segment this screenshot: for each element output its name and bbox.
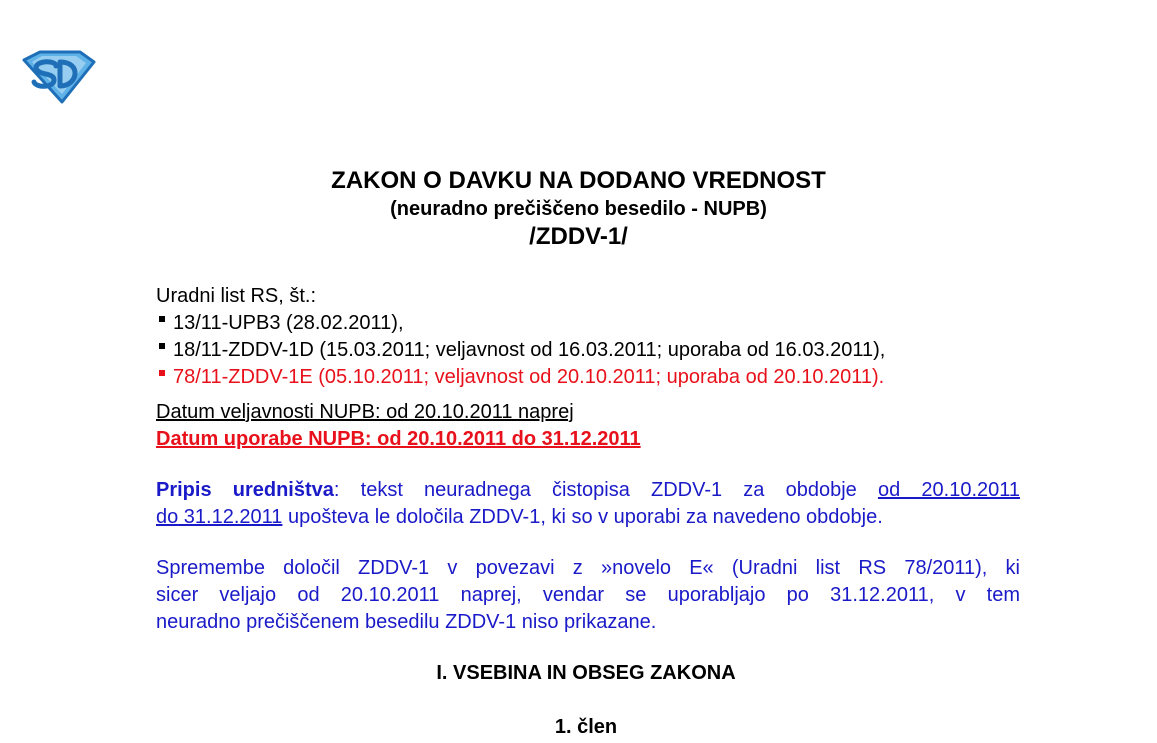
gazette-item: 13/11-UPB3 (28.02.2011), xyxy=(173,312,404,334)
article-heading: 1. člen xyxy=(554,716,618,738)
document-subtitle: (neuradno prečiščeno besedilo - NUPB) xyxy=(390,198,767,220)
validity-date: Datum veljavnosti NUPB: od 20.10.2011 naprej xyxy=(156,401,574,423)
gazette-label: Uradni list RS, št.: xyxy=(156,285,317,307)
publisher-logo xyxy=(22,50,96,104)
gazette-item: 18/11-ZDDV-1D (15.03.2011; veljavnost od 16.03.2011; uporaba od 16.03.2011), xyxy=(173,339,886,361)
usage-date: Datum uporabe NUPB: od 20.10.2011 do 31.12.2011 xyxy=(156,428,641,450)
gazette-item-current: 78/11-ZDDV-1E (05.10.2011; veljavnost od 20.10.2011; uporaba od 20.10.2011). xyxy=(173,366,885,388)
editorial-note-label: Pripis uredništva xyxy=(156,479,334,501)
editorial-note: Pripis uredništva: tekst neuradnega čistopisa ZDDV-1 za obdobje od 20.10.2011 do 31.12.2011 upošteva le določila ZDDV-1, ki so v uporabi za navedeno obdobje. xyxy=(156,479,1021,528)
amendment-note: Spremembe določil ZDDV-1 v povezavi z »novelo E« (Uradni list RS 78/2011), ki sicer veljajo od 20.10.2011 naprej, vendar se uporabljajo po 31.12.2011, v tem neuradno prečiščenem besedilu ZDDV-1 niso prikazane. xyxy=(156,557,1020,633)
document-code: /ZDDV-1/ xyxy=(529,223,628,250)
document-body xyxy=(156,283,1020,636)
section-heading: I. VSEBINA IN OBSEG ZAKONA xyxy=(436,662,736,684)
title-block xyxy=(0,166,1157,252)
period-link-start[interactable]: od 20.10.2011 xyxy=(877,479,1021,501)
document-title: ZAKON O DAVKU NA DODANO VREDNOST xyxy=(331,167,826,194)
period-link-end[interactable]: do 31.12.2011 xyxy=(156,506,283,528)
